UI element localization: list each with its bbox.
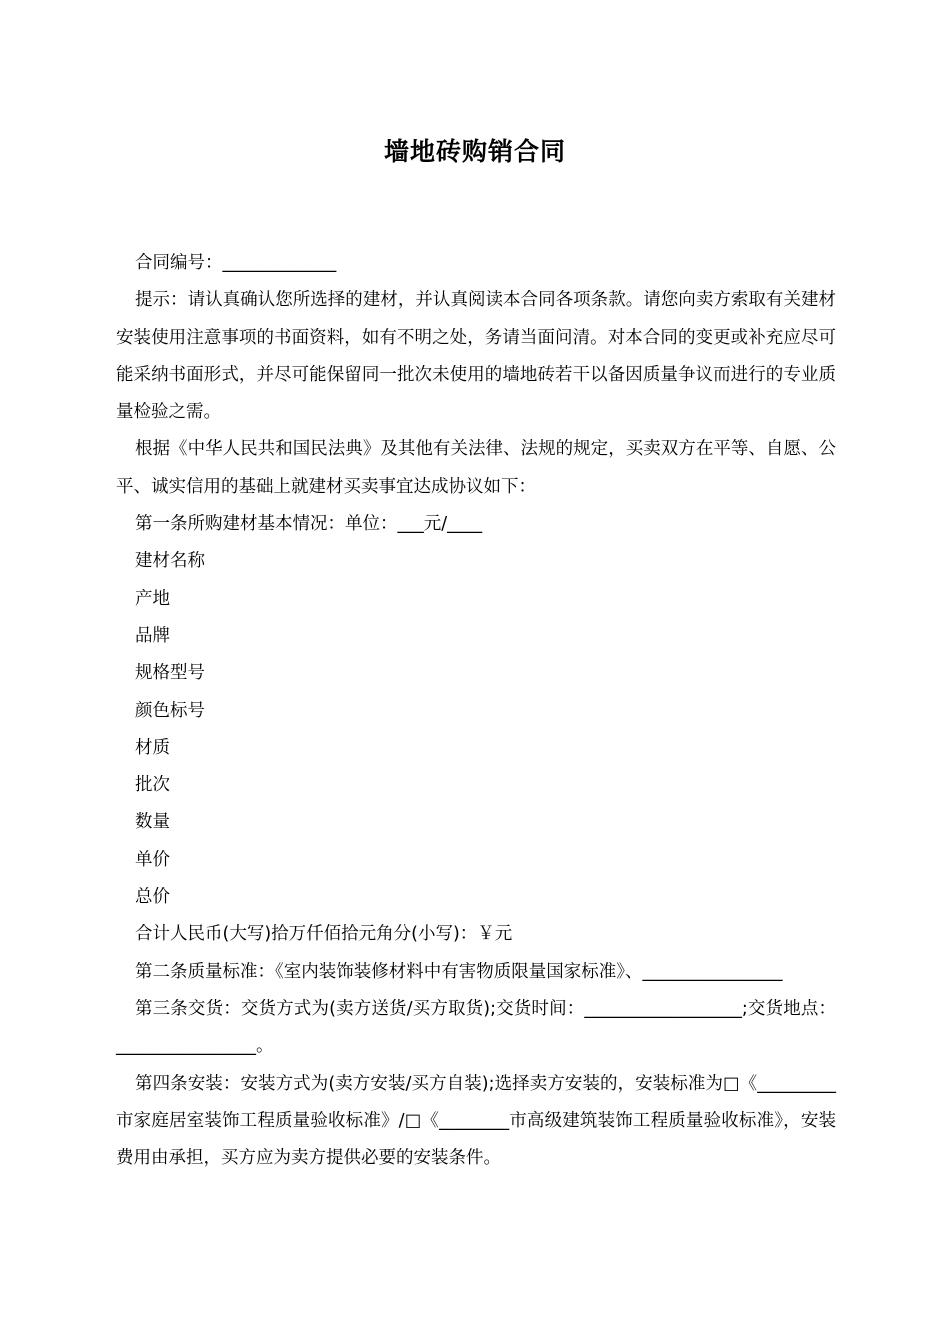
preamble-paragraph: 根据《中华人民共和国民法典》及其他有关法律、法规的规定，买卖双方在平等、自愿、公平、诚实信用的基础上就建材买卖事宜达成协议如下： [116, 439, 836, 497]
list-item: 品牌 [135, 625, 170, 646]
notice-paragraph: 提示：请认真确认您所选择的建材，并认真阅读本合同各项条款。请您向卖方索取有关建材安装使用注意事项的书面资料，如有不明之处，务请当面问清。对本合同的变更或补充应尽可能采纳书面形式，并尽可能保留同一批次未使用的墙地砖若干以备因质量争议而进行的专业质量检验之需。 [116, 290, 836, 423]
document-body [116, 245, 836, 1177]
list-item: 产地 [135, 588, 170, 609]
article-1: 第一条所购建材基本情况：单位：___元/____ [135, 514, 483, 535]
list-item: 数量 [135, 812, 170, 833]
list-item: 颜色标号 [135, 700, 205, 721]
contract-number: 合同编号：_____________ [135, 253, 337, 273]
article-3: 第三条交货：交货方式为(卖方送货/买方取货);交货时间：__________________;交货地点：________________。 [116, 998, 836, 1057]
article-2: 第二条质量标准：《室内装饰装修材料中有害物质限量国家标准》、________________ [135, 961, 783, 982]
list-item: 建材名称 [135, 551, 205, 572]
article-4: 第四条安装：安装方式为(卖方安装/买方自装);选择卖方安装的，安装标准为□《_________市家庭居室装饰工程质量验收标准》/□《________市高级建筑装饰工程质量验收标准》，安装费用由承担，买方应为卖方提供必要的安装条件。 [116, 1073, 836, 1169]
list-item: 总价 [135, 887, 170, 908]
document-title: 墙地砖购销合同 [383, 137, 566, 166]
list-item: 材质 [135, 737, 170, 758]
list-item: 规格型号 [135, 663, 205, 684]
list-item: 单价 [135, 849, 170, 870]
total-line: 合计人民币(大写)拾万仟佰拾元角分(小写)：￥元 [135, 924, 513, 945]
list-item: 批次 [135, 775, 170, 796]
